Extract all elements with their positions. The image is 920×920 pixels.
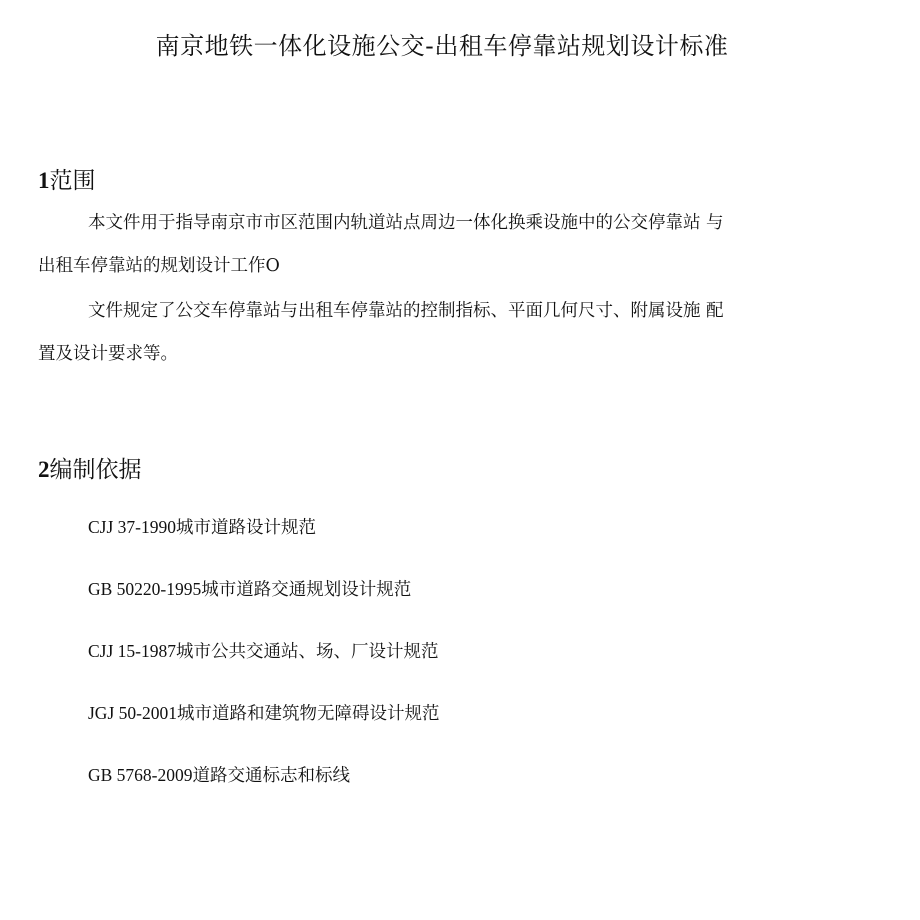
reference-code: GB 50220-1995 xyxy=(88,579,202,599)
reference-item xyxy=(88,507,439,569)
reference-item xyxy=(88,631,439,693)
reference-name: 城市道路交通规划设计规范 xyxy=(201,580,412,600)
reference-name: 城市道路和建筑物无障碍设计规范 xyxy=(176,704,440,724)
reference-code: CJJ 15-1987 xyxy=(88,641,176,661)
reference-code: JGJ 50-2001 xyxy=(88,703,177,723)
reference-code: GB 5768-2009 xyxy=(88,765,193,785)
section-heading-basis xyxy=(38,451,142,484)
reference-item xyxy=(88,755,439,817)
section-number: 1 xyxy=(38,168,50,193)
paragraph-line: 文件规定了公交车停靠站与出租车停靠站的控制指标、平面几何尺寸、附属设施 配 xyxy=(88,301,724,321)
scope-paragraph-1 xyxy=(38,202,878,288)
reference-name: 城市公共交通站、场、厂设计规范 xyxy=(176,642,439,662)
document-title: 南京地铁一体化设施公交-出租车停靠站规划设计标准 xyxy=(155,32,729,60)
reference-name: 道路交通标志和标线 xyxy=(192,766,351,786)
reference-item xyxy=(88,569,439,631)
paragraph-line: 本文件用于指导南京市市区范围内轨道站点周边一体化换乘设施中的公交停靠站 与 xyxy=(88,213,724,233)
section-number: 2 xyxy=(38,457,50,482)
section-heading-scope xyxy=(38,162,96,195)
paragraph-line: 置及设计要求等。 xyxy=(38,344,178,364)
scope-paragraph-2 xyxy=(38,290,878,376)
paragraph-line: 出租车停靠站的规划设计工作O xyxy=(38,256,280,276)
reference-name: 城市道路设计规范 xyxy=(176,518,316,538)
reference-item xyxy=(88,693,439,755)
reference-code: CJJ 37-1990 xyxy=(88,517,176,537)
section-title: 范围 xyxy=(49,168,96,194)
section-title: 编制依据 xyxy=(49,457,142,483)
reference-list xyxy=(88,507,439,817)
